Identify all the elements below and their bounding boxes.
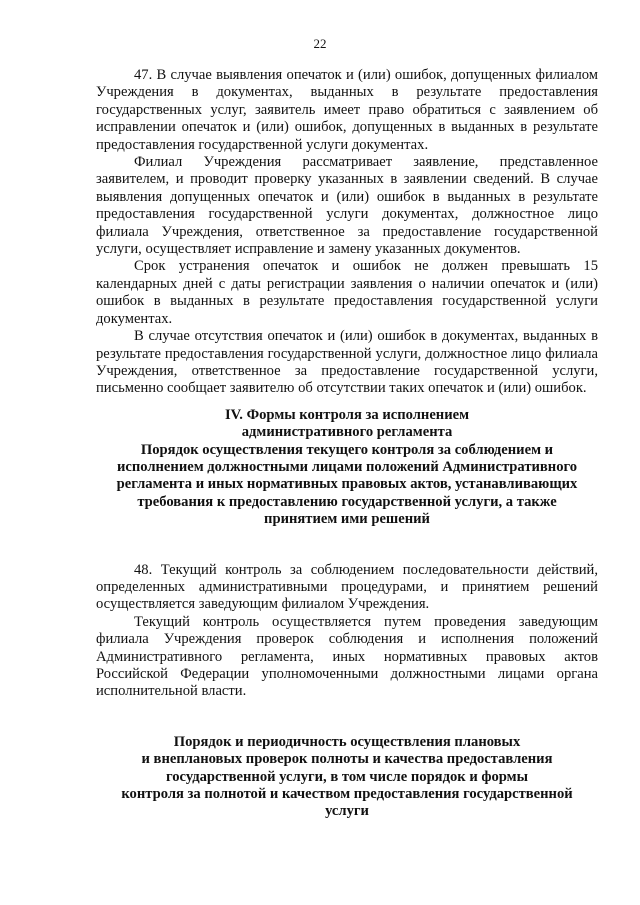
heading-line: услуги <box>325 803 369 820</box>
heading-line: требования к предоставлению государственной услуги, а также <box>137 493 557 510</box>
paragraph-48: 48. Текущий контроль за соблюдением последовательности действий, определенных административными процедурами, и принятием решений осуществляется заведующим филиалом Учреждения. <box>96 561 598 613</box>
heading-line: административного регламента <box>241 424 453 441</box>
heading-line: Порядок осуществления текущего контроля за соблюдением и <box>140 441 554 458</box>
paragraph-review: Филиал Учреждения рассматривает заявление, представленное заявителем, и проводит проверку указанных в заявлении сведений. В случае выявления допущенных опечаток и (или) ошибок в выданных в результате предоставления государственной услуги документах, должностное лицо филиала Учреждения, ответственное за предоставление государственной услуги, осуществляет исправление и замену указанных документов. <box>96 154 598 258</box>
subheading-current-control <box>96 442 598 529</box>
heading-line: IV. Формы контроля за исполнением <box>224 406 470 423</box>
heading-line: регламента и иных нормативных правовых актов, устанавливающих <box>116 476 578 493</box>
heading-line: принятием ими решений <box>264 511 430 528</box>
heading-line: и внеплановых проверок полноты и качества предоставления <box>141 751 553 768</box>
paragraph-current-control: Текущий контроль осуществляется путем проведения заведующим филиала Учреждения проверок соблюдения и исполнения положений Административного регламента, иных нормативных правовых актов Российской Федерации уполномоченными должностными лицами органа исполнительной власти. <box>96 613 598 700</box>
heading-line: контроля за полнотой и качеством предоставления государственной <box>121 786 573 803</box>
section-heading-iv <box>96 407 598 442</box>
heading-line: исполнением должностными лицами положений Административного <box>116 458 578 475</box>
page-number: 22 <box>313 36 327 51</box>
page-content <box>96 67 598 821</box>
heading-line: государственной услуги, в том числе порядок и формы <box>165 768 528 785</box>
paragraph-no-errors: В случае отсутствия опечаток и (или) ошибок в документах, выданных в результате предоставления государственной услуги, должностное лицо филиала Учреждения, ответственное за предоставление государственной услуги, письменно сообщает заявителю об отсутствии таких опечаток и (или) ошибок. <box>96 328 598 397</box>
subheading-inspections <box>96 734 598 821</box>
heading-line: Порядок и периодичность осуществления плановых <box>173 733 521 750</box>
paragraph-deadline: Срок устранения опечаток и ошибок не должен превышать 15 календарных дней с даты регистрации заявления о наличии опечаток и (или) ошибок в выданных в результате предоставления государственной услуги документах. <box>96 258 598 327</box>
paragraph-47: 47. В случае выявления опечаток и (или) ошибок, допущенных филиалом Учреждения в документах, выданных в результате предоставления государственных услуг, заявитель имеет право обратиться с заявлением об исправлении опечаток и (или) ошибок, допущенных в выданных в результате предоставления государственной услуги документах. <box>96 67 598 153</box>
